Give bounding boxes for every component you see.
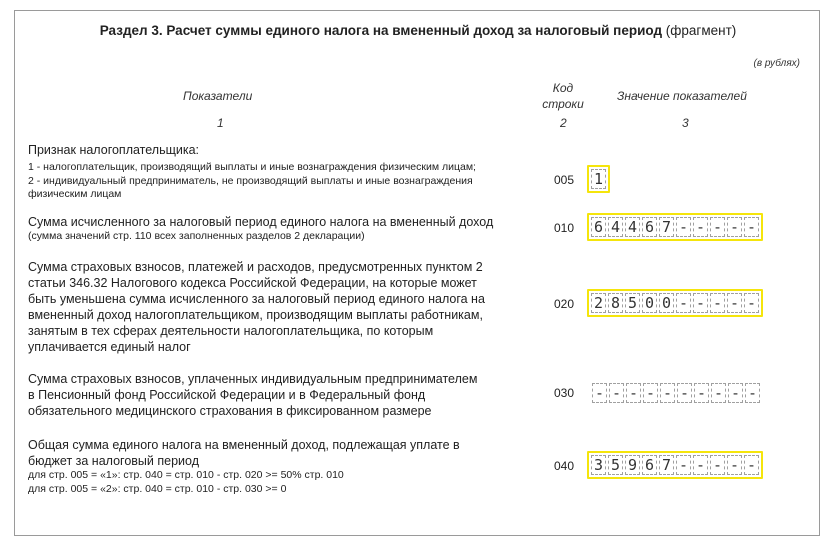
value-cell: - — [609, 383, 624, 403]
row-040-sub-0: для стр. 005 = «1»: стр. 040 = стр. 010 - стр. 020 >= 50% стр. 010 — [28, 469, 344, 481]
value-cell: 3 — [591, 455, 606, 475]
row-020-title-1: статьи 346.32 Налогового кодекса Российской Федерации, на которые может — [28, 276, 477, 290]
value-cell: - — [727, 217, 742, 237]
row-005-code: 005 — [553, 173, 575, 187]
value-cell: - — [711, 383, 726, 403]
value-cell: - — [676, 217, 691, 237]
row-040-value-cells — [587, 451, 763, 479]
value-cell: 2 — [591, 293, 606, 313]
value-cell: - — [727, 455, 742, 475]
value-cell: - — [643, 383, 658, 403]
row-030-title-1: в Пенсионный фонд Российской Федерации и в Федеральный фонд — [28, 388, 426, 402]
value-cell: - — [744, 293, 759, 313]
value-cell: - — [710, 293, 725, 313]
header-values: Значение показателей — [617, 89, 747, 103]
row-040-sub-1: для стр. 005 = «2»: стр. 040 = стр. 010 - стр. 030 >= 0 — [28, 482, 287, 495]
value-cell: 4 — [625, 217, 640, 237]
value-cell: 0 — [642, 293, 657, 313]
value-cell: 8 — [608, 293, 623, 313]
row-005-sub-1: 2 - индивидуальный предприниматель, не производящий выплаты и иные вознаграждения — [28, 174, 473, 187]
value-cell: - — [677, 383, 692, 403]
value-cell: - — [626, 383, 641, 403]
row-030-title-0: Сумма страховых взносов, уплаченных индивидуальным предпринимателем — [28, 372, 478, 386]
value-cell: 5 — [625, 293, 640, 313]
row-020-title-3: вмененный доход налогоплательщиком, производящим выплаты работникам, — [28, 308, 483, 322]
value-cell: - — [710, 455, 725, 475]
row-020-code: 020 — [553, 297, 575, 311]
row-005-sub-0: 1 - налогоплательщик, производящий выплаты и иные вознаграждения физическим лицам; — [28, 161, 476, 173]
value-cell: - — [728, 383, 743, 403]
value-cell: 4 — [608, 217, 623, 237]
value-cell: - — [745, 383, 760, 403]
row-020-title-5: уплачивается единый налог — [28, 340, 191, 354]
row-020-title-4: занятым в тех сферах деятельности налогоплательщика, по которым — [28, 324, 434, 338]
value-cell: 6 — [642, 455, 657, 475]
value-cell: - — [744, 217, 759, 237]
row-010-label — [28, 214, 493, 244]
value-cell: 5 — [608, 455, 623, 475]
header-line-code-2: строки — [542, 97, 584, 111]
units-note: (в рублях) — [753, 58, 800, 69]
row-040-title-0: Общая сумма единого налога на вмененный доход, подлежащая уплате в — [28, 438, 460, 452]
value-cell: 0 — [659, 293, 674, 313]
row-005-title-0: Признак налогоплательщика: — [28, 143, 200, 157]
section-title — [0, 23, 836, 38]
section-title-main: Раздел 3. Расчет суммы единого налога на вмененный доход за налоговый период — [99, 23, 663, 38]
row-030-value-cells — [590, 381, 762, 405]
header-line-code-1: Код — [552, 81, 574, 95]
value-cell: - — [744, 455, 759, 475]
value-cell: - — [592, 383, 607, 403]
value-cell: 6 — [591, 217, 606, 237]
value-cell: - — [693, 293, 708, 313]
value-cell: 7 — [659, 455, 674, 475]
row-020-title-0: Сумма страховых взносов, платежей и расходов, предусмотренных пунктом 2 — [28, 260, 483, 274]
value-cell: - — [693, 217, 708, 237]
row-005-label — [28, 142, 476, 202]
header-num-2: 2 — [560, 116, 567, 130]
value-cell: 7 — [659, 217, 674, 237]
row-020-title-2: быть уменьшена сумма исчисленного за налоговый период единого налога на — [28, 292, 485, 306]
value-cell: 6 — [642, 217, 657, 237]
row-040-label — [28, 437, 460, 496]
row-040-code: 040 — [553, 459, 575, 473]
header-num-3: 3 — [682, 116, 689, 130]
row-010-sub-0: (сумма значений стр. 110 всех заполненных разделов 2 декларации) — [28, 230, 365, 242]
row-010-title-0: Сумма исчисленного за налоговый период единого налога на вмененный доход — [28, 215, 494, 229]
header-indicators: Показатели — [183, 89, 253, 103]
row-005-sub-2: физическим лицам — [28, 188, 122, 200]
value-cell: - — [727, 293, 742, 313]
header-num-1: 1 — [217, 116, 224, 130]
value-cell: - — [694, 383, 709, 403]
value-cell: 1 — [591, 169, 606, 189]
row-040-title-1: бюджет за налоговый период — [28, 454, 199, 468]
value-cell: - — [676, 455, 691, 475]
row-020-value-cells — [587, 289, 763, 317]
row-020-label — [28, 259, 485, 355]
row-030-title-2: обязательного медицинского страхования в фиксированном размере — [28, 404, 432, 418]
value-cell: - — [710, 217, 725, 237]
value-cell: - — [676, 293, 691, 313]
value-cell: 9 — [625, 455, 640, 475]
row-010-value-cells — [587, 213, 763, 241]
row-005-value-cells — [587, 165, 610, 193]
header-line-code — [541, 80, 585, 112]
value-cell: - — [660, 383, 675, 403]
value-cell: - — [693, 455, 708, 475]
row-030-code: 030 — [553, 386, 575, 400]
row-010-code: 010 — [553, 221, 575, 235]
section-title-suffix: (фрагмент) — [665, 23, 737, 38]
row-030-label — [28, 371, 477, 419]
